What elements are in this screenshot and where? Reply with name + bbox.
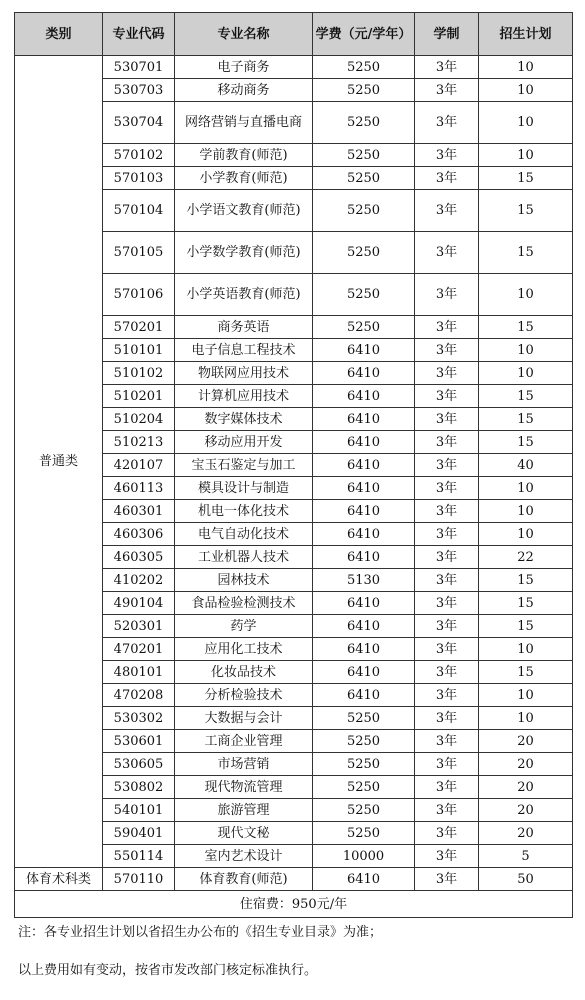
fee-cell: 5250	[313, 79, 415, 102]
plan-cell: 10	[479, 79, 573, 102]
code-cell: 460301	[103, 500, 175, 523]
duration-cell: 3年	[415, 56, 479, 79]
plan-cell: 15	[479, 232, 573, 274]
duration-cell: 3年	[415, 454, 479, 477]
fee-cell: 5250	[313, 753, 415, 776]
note-line: 注：各专业招生计划以省招生办公布的《招生专业目录》为准；	[18, 925, 383, 940]
duration-cell: 3年	[415, 385, 479, 408]
name-cell: 工商企业管理	[175, 730, 313, 753]
name-cell: 工业机器人技术	[175, 546, 313, 569]
table-body	[15, 56, 573, 918]
plan-cell: 10	[479, 144, 573, 167]
plan-cell: 50	[479, 868, 573, 891]
duration-cell: 3年	[415, 190, 479, 232]
fee-cell: 5250	[313, 730, 415, 753]
code-cell: 570102	[103, 144, 175, 167]
plan-cell: 20	[479, 799, 573, 822]
fee-cell: 6410	[313, 362, 415, 385]
fee-cell: 6410	[313, 408, 415, 431]
name-cell: 现代物流管理	[175, 776, 313, 799]
code-cell: 510204	[103, 408, 175, 431]
code-cell: 570103	[103, 167, 175, 190]
fee-cell: 5250	[313, 56, 415, 79]
fee-cell: 5250	[313, 102, 415, 144]
fee-cell: 5250	[313, 822, 415, 845]
code-cell: 530605	[103, 753, 175, 776]
fee-cell: 6410	[313, 592, 415, 615]
code-cell: 530704	[103, 102, 175, 144]
duration-cell: 3年	[415, 753, 479, 776]
fee-cell: 6410	[313, 615, 415, 638]
table-header-row	[15, 13, 573, 56]
name-cell: 物联网应用技术	[175, 362, 313, 385]
code-cell: 530703	[103, 79, 175, 102]
name-cell: 小学语文教育(师范)	[175, 190, 313, 232]
code-cell: 590401	[103, 822, 175, 845]
fee-cell: 6410	[313, 661, 415, 684]
duration-cell: 3年	[415, 523, 479, 546]
code-cell: 530601	[103, 730, 175, 753]
duration-cell: 3年	[415, 799, 479, 822]
plan-cell: 20	[479, 730, 573, 753]
name-cell: 小学数学教育(师范)	[175, 232, 313, 274]
fee-cell: 5250	[313, 776, 415, 799]
name-cell: 机电一体化技术	[175, 500, 313, 523]
name-cell: 商务英语	[175, 316, 313, 339]
duration-cell: 3年	[415, 546, 479, 569]
plan-cell: 15	[479, 190, 573, 232]
duration-cell: 3年	[415, 79, 479, 102]
duration-cell: 3年	[415, 638, 479, 661]
code-cell: 570105	[103, 232, 175, 274]
duration-cell: 3年	[415, 316, 479, 339]
code-cell: 550114	[103, 845, 175, 868]
name-cell: 小学教育(师范)	[175, 167, 313, 190]
accommodation-row	[15, 891, 573, 918]
plan-cell: 20	[479, 776, 573, 799]
plan-cell: 15	[479, 431, 573, 454]
fee-cell: 5250	[313, 316, 415, 339]
name-cell: 现代文秘	[175, 822, 313, 845]
name-cell: 网络营销与直播电商	[175, 102, 313, 144]
duration-cell: 3年	[415, 707, 479, 730]
name-cell: 室内艺术设计	[175, 845, 313, 868]
fee-cell: 10000	[313, 845, 415, 868]
duration-cell: 3年	[415, 274, 479, 316]
code-cell: 540101	[103, 799, 175, 822]
header-duration: 学制	[415, 13, 479, 56]
code-cell: 470201	[103, 638, 175, 661]
code-cell: 530701	[103, 56, 175, 79]
plan-cell: 10	[479, 707, 573, 730]
table-row	[15, 56, 573, 79]
fee-cell: 6410	[313, 546, 415, 569]
fee-cell: 6410	[313, 638, 415, 661]
code-cell: 460306	[103, 523, 175, 546]
code-cell: 460305	[103, 546, 175, 569]
name-cell: 小学英语教育(师范)	[175, 274, 313, 316]
code-cell: 470208	[103, 684, 175, 707]
duration-cell: 3年	[415, 167, 479, 190]
note-line: 以上费用如有变动，按省市发改部门核定标准执行。	[18, 963, 318, 978]
header-plan: 招生计划	[479, 13, 573, 56]
duration-cell: 3年	[415, 232, 479, 274]
duration-cell: 3年	[415, 615, 479, 638]
table-row	[15, 868, 573, 891]
duration-cell: 3年	[415, 102, 479, 144]
duration-cell: 3年	[415, 339, 479, 362]
plan-cell: 20	[479, 753, 573, 776]
duration-cell: 3年	[415, 408, 479, 431]
fee-cell: 5250	[313, 190, 415, 232]
category-cell: 普通类	[15, 56, 103, 868]
plan-cell: 15	[479, 408, 573, 431]
name-cell: 宝玉石鉴定与加工	[175, 454, 313, 477]
plan-cell: 40	[479, 454, 573, 477]
code-cell: 570201	[103, 316, 175, 339]
duration-cell: 3年	[415, 868, 479, 891]
plan-cell: 15	[479, 569, 573, 592]
plan-cell: 10	[479, 362, 573, 385]
fee-cell: 5250	[313, 144, 415, 167]
duration-cell: 3年	[415, 477, 479, 500]
code-cell: 510201	[103, 385, 175, 408]
enrollment-table	[14, 12, 573, 918]
plan-cell: 15	[479, 661, 573, 684]
plan-cell: 10	[479, 500, 573, 523]
duration-cell: 3年	[415, 592, 479, 615]
accommodation-fee: 住宿费：950元/年	[15, 891, 573, 918]
header-category: 类别	[15, 13, 103, 56]
name-cell: 计算机应用技术	[175, 385, 313, 408]
name-cell: 体育教育(师范)	[175, 868, 313, 891]
fee-cell: 5250	[313, 167, 415, 190]
plan-cell: 10	[479, 684, 573, 707]
plan-cell: 10	[479, 477, 573, 500]
name-cell: 大数据与会计	[175, 707, 313, 730]
plan-cell: 15	[479, 316, 573, 339]
code-cell: 530302	[103, 707, 175, 730]
plan-cell: 10	[479, 523, 573, 546]
fee-cell: 6410	[313, 339, 415, 362]
duration-cell: 3年	[415, 144, 479, 167]
name-cell: 旅游管理	[175, 799, 313, 822]
code-cell: 530802	[103, 776, 175, 799]
code-cell: 490104	[103, 592, 175, 615]
duration-cell: 3年	[415, 362, 479, 385]
fee-cell: 5250	[313, 707, 415, 730]
fee-cell: 6410	[313, 431, 415, 454]
name-cell: 电子商务	[175, 56, 313, 79]
code-cell: 410202	[103, 569, 175, 592]
name-cell: 药学	[175, 615, 313, 638]
code-cell: 570106	[103, 274, 175, 316]
duration-cell: 3年	[415, 661, 479, 684]
plan-cell: 10	[479, 638, 573, 661]
fee-cell: 5250	[313, 274, 415, 316]
name-cell: 学前教育(师范)	[175, 144, 313, 167]
code-cell: 510102	[103, 362, 175, 385]
fee-cell: 6410	[313, 477, 415, 500]
plan-cell: 20	[479, 822, 573, 845]
header-name: 专业名称	[175, 13, 313, 56]
fee-cell: 6410	[313, 523, 415, 546]
name-cell: 移动应用开发	[175, 431, 313, 454]
fee-cell: 6410	[313, 868, 415, 891]
plan-cell: 15	[479, 385, 573, 408]
plan-cell: 10	[479, 274, 573, 316]
name-cell: 食品检验检测技术	[175, 592, 313, 615]
duration-cell: 3年	[415, 431, 479, 454]
fee-cell: 6410	[313, 454, 415, 477]
plan-cell: 10	[479, 56, 573, 79]
duration-cell: 3年	[415, 569, 479, 592]
duration-cell: 3年	[415, 730, 479, 753]
plan-cell: 22	[479, 546, 573, 569]
code-cell: 520301	[103, 615, 175, 638]
plan-cell: 10	[479, 102, 573, 144]
code-cell: 510213	[103, 431, 175, 454]
duration-cell: 3年	[415, 845, 479, 868]
name-cell: 化妆品技术	[175, 661, 313, 684]
name-cell: 市场营销	[175, 753, 313, 776]
name-cell: 分析检验技术	[175, 684, 313, 707]
name-cell: 模具设计与制造	[175, 477, 313, 500]
code-cell: 480101	[103, 661, 175, 684]
fee-cell: 6410	[313, 385, 415, 408]
name-cell: 移动商务	[175, 79, 313, 102]
code-cell: 420107	[103, 454, 175, 477]
plan-cell: 5	[479, 845, 573, 868]
fee-cell: 5130	[313, 569, 415, 592]
name-cell: 数字媒体技术	[175, 408, 313, 431]
fee-cell: 5250	[313, 799, 415, 822]
name-cell: 园林技术	[175, 569, 313, 592]
code-cell: 570104	[103, 190, 175, 232]
duration-cell: 3年	[415, 776, 479, 799]
duration-cell: 3年	[415, 822, 479, 845]
plan-cell: 10	[479, 339, 573, 362]
name-cell: 电子信息工程技术	[175, 339, 313, 362]
plan-cell: 15	[479, 592, 573, 615]
fee-cell: 6410	[313, 684, 415, 707]
code-cell: 570110	[103, 868, 175, 891]
duration-cell: 3年	[415, 684, 479, 707]
category-cell: 体育术科类	[15, 868, 103, 891]
header-code: 专业代码	[103, 13, 175, 56]
name-cell: 应用化工技术	[175, 638, 313, 661]
header-fee: 学费（元/学年）	[313, 13, 415, 56]
fee-cell: 6410	[313, 500, 415, 523]
code-cell: 460113	[103, 477, 175, 500]
fee-cell: 5250	[313, 232, 415, 274]
name-cell: 电气自动化技术	[175, 523, 313, 546]
code-cell: 510101	[103, 339, 175, 362]
plan-cell: 15	[479, 167, 573, 190]
plan-cell: 15	[479, 615, 573, 638]
duration-cell: 3年	[415, 500, 479, 523]
